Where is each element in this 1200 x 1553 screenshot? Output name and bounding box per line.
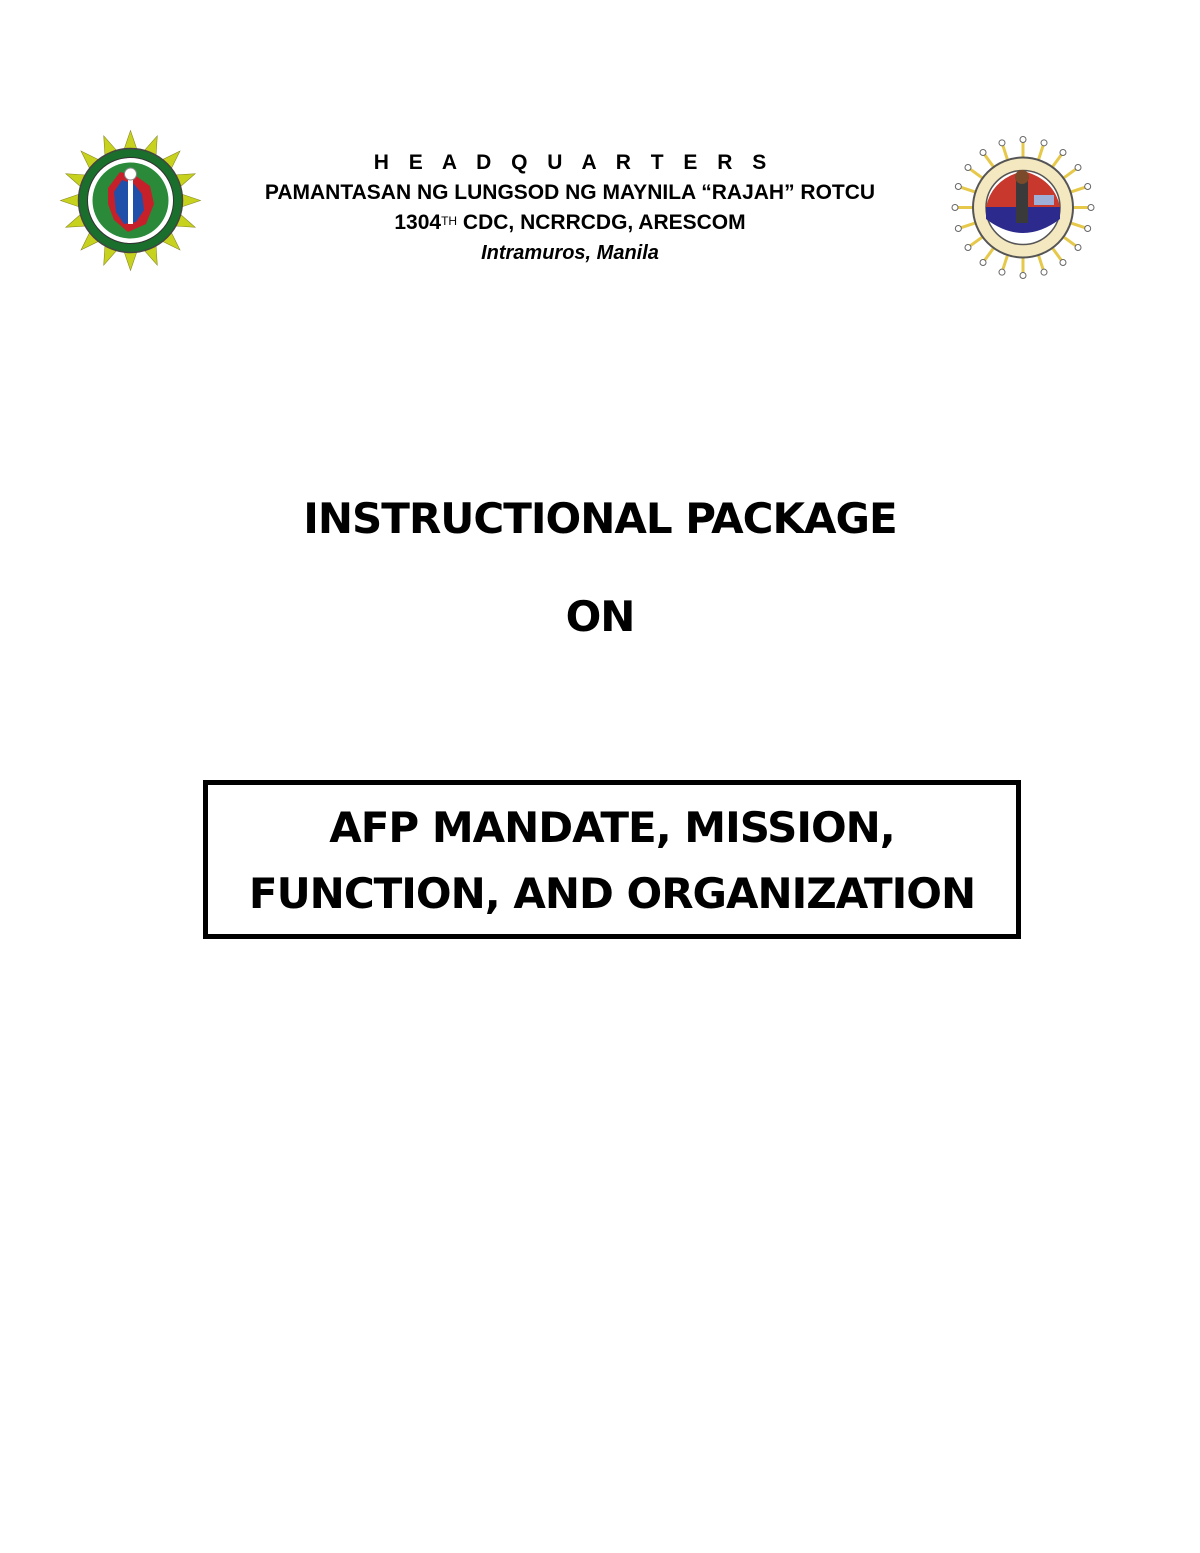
seal-star-dot: [980, 260, 986, 266]
seal-star-dot: [1041, 269, 1047, 275]
unit-designation: CDC, NCRRCDG, ARESCOM: [457, 211, 746, 234]
unit-number: 1304: [394, 211, 442, 234]
seal-star-dot: [1060, 149, 1066, 155]
document-header: [210, 148, 930, 268]
seal-star-dot: [965, 244, 971, 250]
unit-line: [210, 208, 930, 238]
seal-star-dot: [952, 205, 958, 211]
seal-star-dot: [1075, 244, 1081, 250]
seal-star-dot: [965, 165, 971, 171]
unit-ordinal: TH: [441, 214, 458, 228]
seal-star-dot: [999, 140, 1005, 146]
seal-star-dot: [999, 269, 1005, 275]
seal-star-dot: [1075, 165, 1081, 171]
seal-star-dot: [1085, 226, 1091, 232]
document-title-connector: ON: [565, 592, 635, 641]
school-name: PAMANTASAN NG LUNGSOD NG MAYNILA “RAJAH” ROTCU: [264, 181, 876, 204]
topic-line-2: FUNCTION, AND ORGANIZATION: [248, 869, 976, 918]
headquarters-label: H E A D Q U A R T E R S: [373, 151, 774, 174]
seal-star-dot: [1088, 205, 1094, 211]
seal-star-dot: [1041, 140, 1047, 146]
seal-star-dot: [980, 149, 986, 155]
unit-seal-icon: [58, 128, 203, 273]
topic-line-1: AFP MANDATE, MISSION,: [329, 803, 895, 852]
location-label: Intramuros, Manila: [481, 242, 659, 264]
seal-star-dot: [1020, 273, 1026, 279]
seal-star-dot: [1020, 137, 1026, 143]
seal-star-dot: [955, 226, 961, 232]
document-title: INSTRUCTIONAL PACKAGE: [303, 494, 897, 543]
seal-star-dot: [955, 183, 961, 189]
seal-star-dot: [1085, 183, 1091, 189]
plm-rajah-rotc-seal-icon: [944, 135, 1102, 280]
seal-star-dot: [1060, 260, 1066, 266]
topic-box: [203, 780, 1021, 939]
